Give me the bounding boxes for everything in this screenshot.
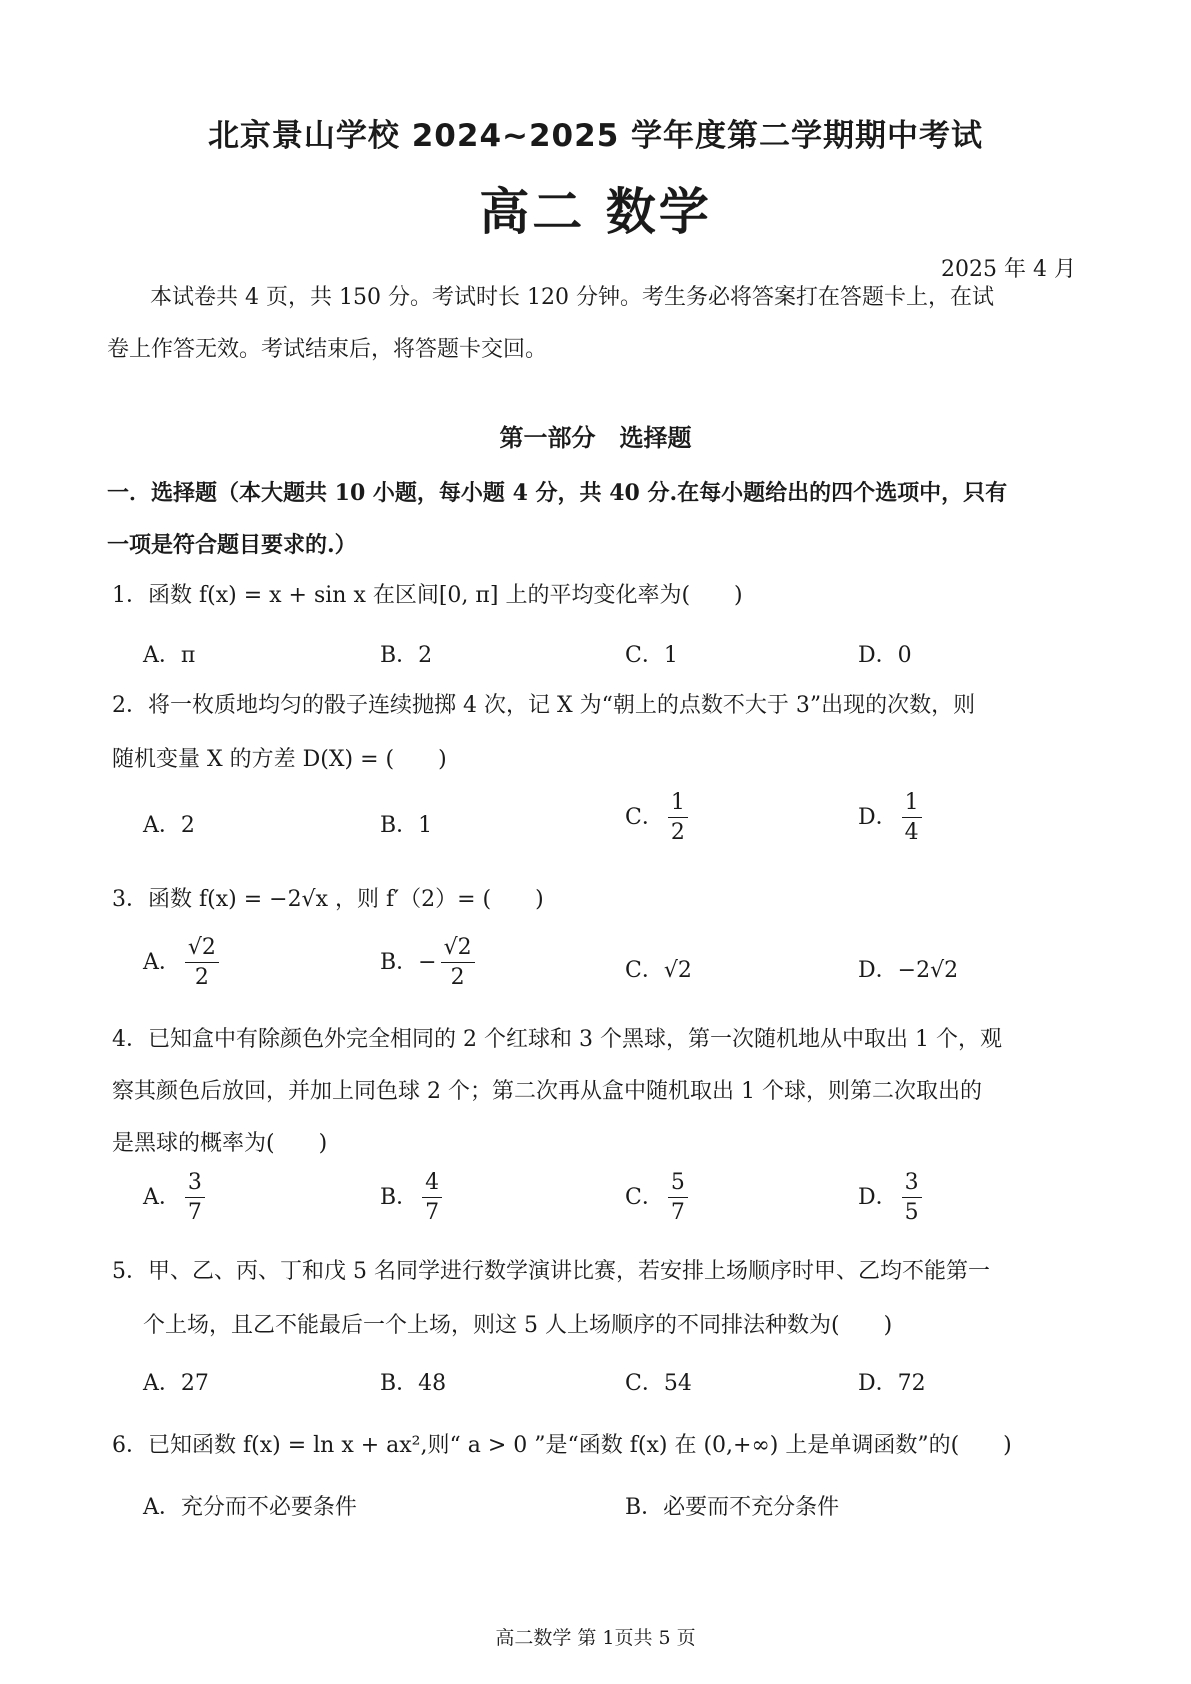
denominator: 2 [194, 965, 209, 991]
fraction [668, 1170, 688, 1226]
q4-option-c [625, 1170, 688, 1226]
question-3 [112, 882, 544, 913]
option-label: A． [143, 949, 181, 975]
denominator: 5 [904, 1200, 919, 1226]
question-number: 5． [112, 1259, 148, 1284]
numerator: √2 [185, 935, 219, 963]
option-label: A． [143, 1184, 181, 1210]
numerator: 1 [668, 790, 688, 818]
question-number: 6． [112, 1433, 148, 1458]
q6-option-a: A．充分而不必要条件 [143, 1495, 357, 1520]
question-text-line-1: 将一枚质地均匀的骰子连续抛掷 4 次，记 X 为“朝上的点数不大于 3”出现的次数，则 [148, 693, 976, 718]
page-footer: 高二数学 第 1页共 5 页 [495, 1627, 696, 1649]
q4-option-b [380, 1170, 442, 1226]
question-text: 函数 f(x) = −2√x ，则 f′（2）= ( ) [148, 887, 544, 912]
q6-option-b: B．必要而不充分条件 [625, 1495, 840, 1520]
question-5 [112, 1254, 990, 1285]
q2-option-b: B．1 [380, 813, 433, 838]
exam-title: 北京景山学校 2024~2025 学年度第二学期期中考试 [207, 118, 984, 154]
question-number: 3． [112, 887, 148, 912]
exam-date: 2025 年 4 月 [941, 257, 1076, 282]
fraction [185, 1170, 205, 1226]
option-label: C． [625, 804, 664, 830]
denominator: 2 [450, 965, 465, 991]
q5-option-a: A．27 [143, 1371, 209, 1396]
question-number: 1． [112, 583, 148, 608]
denominator: 7 [187, 1200, 202, 1226]
q5-option-d: D．72 [858, 1371, 926, 1396]
instruction-line-2: 一项是符合题目要求的.） [107, 532, 357, 558]
fraction [902, 1170, 922, 1226]
q3-option-d: D．−2√2 [858, 958, 959, 983]
q5-option-c: C．54 [625, 1371, 692, 1396]
numerator: 5 [668, 1170, 688, 1198]
denominator: 7 [425, 1200, 440, 1226]
q1-option-d: D．0 [858, 643, 912, 668]
question-text-line-1: 甲、乙、丙、丁和戊 5 名同学进行数学演讲比赛，若安排上场顺序时甲、乙均不能第一 [148, 1259, 990, 1284]
fraction [422, 1170, 442, 1226]
q2-option-c [625, 790, 688, 846]
option-label: D． [858, 804, 898, 830]
question-4 [112, 1022, 1002, 1053]
question-text: 已知函数 f(x) = ln x + ax²,则“ a > 0 ”是“函数 f(x) 在 (0,+∞) 上是单调函数”的( ) [148, 1433, 1012, 1458]
intro-line-2: 卷上作答无效。考试结束后，将答题卡交回。 [107, 337, 548, 362]
denominator: 2 [670, 820, 685, 846]
q1-option-c: C．1 [625, 643, 678, 668]
q2-option-a: A．2 [143, 813, 195, 838]
option-label: D． [858, 1184, 898, 1210]
question-text-line-1: 已知盒中有除颜色外完全相同的 2 个红球和 3 个黑球，第一次随机地从中取出 1 个，观 [148, 1027, 1002, 1052]
question-4-line-3: 是黑球的概率为( ) [112, 1131, 328, 1156]
question-4-line-2: 察其颜色后放回，并加上同色球 2 个；第二次再从盒中随机取出 1 个球，则第二次取出的 [112, 1079, 982, 1104]
fraction [441, 935, 475, 991]
intro-line-1: 本试卷共 4 页，共 150 分。考试时长 120 分钟。考生务必将答案打在答题卡上，在试 [150, 285, 994, 310]
question-5-line-2: 个上场，且乙不能最后一个上场，则这 5 人上场顺序的不同排法种数为( ) [143, 1313, 893, 1338]
q2-option-d [858, 790, 922, 846]
numerator: 4 [422, 1170, 442, 1198]
q4-option-a [143, 1170, 205, 1226]
denominator: 4 [904, 820, 919, 846]
instruction-line-1: 一．选择题（本大题共 10 小题，每小题 4 分，共 40 分.在每小题给出的四个选项中，只有 [107, 480, 1008, 506]
numerator: 3 [902, 1170, 922, 1198]
q5-option-b: B．48 [380, 1371, 447, 1396]
q3-option-b [380, 935, 475, 991]
question-1 [112, 578, 743, 609]
option-label: B． [380, 1184, 419, 1210]
exam-subtitle: 高二 数学 [479, 183, 712, 241]
question-number: 2． [112, 693, 148, 718]
question-2 [112, 688, 975, 719]
numerator: 1 [902, 790, 922, 818]
fraction [902, 790, 922, 846]
q4-option-d [858, 1170, 922, 1226]
question-2-line-2: 随机变量 X 的方差 D(X) = ( ) [112, 747, 447, 772]
section-heading: 第一部分 选择题 [499, 423, 692, 452]
q3-option-a [143, 935, 219, 991]
numerator: √2 [441, 935, 475, 963]
q3-option-c: C．√2 [625, 958, 692, 983]
q1-option-b: B．2 [380, 643, 433, 668]
q1-option-a: A．π [143, 643, 196, 668]
question-6 [112, 1428, 1012, 1459]
question-number: 4． [112, 1027, 148, 1052]
denominator: 7 [670, 1200, 685, 1226]
fraction [185, 935, 219, 991]
option-label: B．− [380, 949, 437, 975]
question-text: 函数 f(x) = x + sin x 在区间[0, π] 上的平均变化率为( ) [148, 583, 743, 608]
numerator: 3 [185, 1170, 205, 1198]
fraction [668, 790, 688, 846]
option-label: C． [625, 1184, 664, 1210]
